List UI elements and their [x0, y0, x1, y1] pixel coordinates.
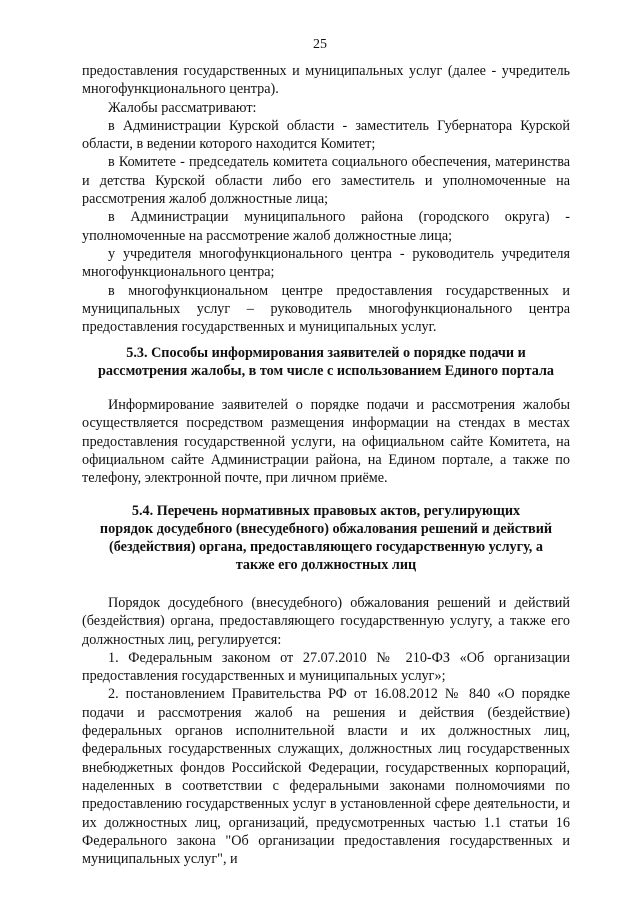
heading-line: 5.3. Способы информирования заявителей о порядке подачи и	[126, 345, 526, 361]
paragraph: 2. постановлением Правительства РФ от 16.08.2012 № 840 «О порядке подачи и рассмотрения жалоб на решения и действия (бездействие) федеральных органов исполнительной власти и их должностных лиц, федеральных государственных служащих, должностных лиц государственных внебюджетных фондов Российской Федерации, государственных корпораций, наделенных в соответствии с федеральными законами полномочиями по предоставлению государственных услуг в установленной сфере деятельности, и их должностных лиц, организаций, предусмотренных частью 1.1 статьи 16 Федерального закона "Об организации предоставления государственных и муниципальных услуг", и	[82, 686, 570, 868]
heading-line: рассмотрения жалобы, в том числе с использованием Единого портала	[97, 363, 554, 379]
paragraph: в Комитете - председатель комитета социального обеспечения, материнства и детства Курской области либо его заместитель и уполномоченные на рассмотрения жалоб должностные лица;	[82, 154, 570, 208]
heading-line: 5.4. Перечень нормативных правовых актов, регулирующих	[131, 503, 521, 519]
paragraph: Информирование заявителей о порядке подачи и рассмотрения жалобы осуществляется посредством размещения информации на стендах в местах предоставления государственной услуги, на официальном сайте Комитета, на официальном сайте Администрации района, на Едином портале, а также по телефону, электронной почте, при личном приёме.	[82, 397, 570, 487]
heading-line: (бездействия) органа, предоставляющего государственную услугу, а	[109, 539, 543, 555]
section-heading-5-3	[82, 344, 570, 380]
paragraph: 1. Федеральным законом от 27.07.2010 № 210-ФЗ «Об организации предоставления государственных и муниципальных услуг»;	[82, 649, 570, 685]
section-5-3-body	[82, 396, 570, 487]
paragraph: Порядок досудебного (внесудебного) обжалования решений и действий (бездействия) органа, предоставляющего государственную услугу, а также его должностных лиц, регулируется:	[82, 595, 570, 648]
paragraph: в Администрации муниципального района (городского округа) - уполномоченные на рассмотрение жалоб должностные лица;	[82, 209, 570, 244]
paragraph: у учредителя многофункционального центра - руководитель учредителя многофункционального центра;	[82, 245, 570, 281]
paragraph: Жалобы рассматривают:	[108, 99, 257, 116]
heading-line: порядок досудебного (внесудебного) обжалования решений и действий	[99, 521, 553, 537]
heading-line: также его должностных лиц	[235, 557, 417, 573]
intro-block	[82, 62, 570, 336]
paragraph: предоставления государственных и муниципальных услуг (далее - учредитель многофункционального центра).	[82, 63, 570, 98]
page-number: 25	[313, 37, 327, 52]
section-5-4-body	[82, 594, 570, 868]
paragraph: в Администрации Курской области - заместитель Губернатора Курской области, в ведении которого находится Комитет;	[82, 117, 570, 153]
section-heading-5-4	[82, 502, 570, 574]
paragraph: в многофункциональном центре предоставления государственных и муниципальных услуг – руководитель многофункционального центра предоставления государственных и муниципальных услуг.	[82, 282, 570, 336]
